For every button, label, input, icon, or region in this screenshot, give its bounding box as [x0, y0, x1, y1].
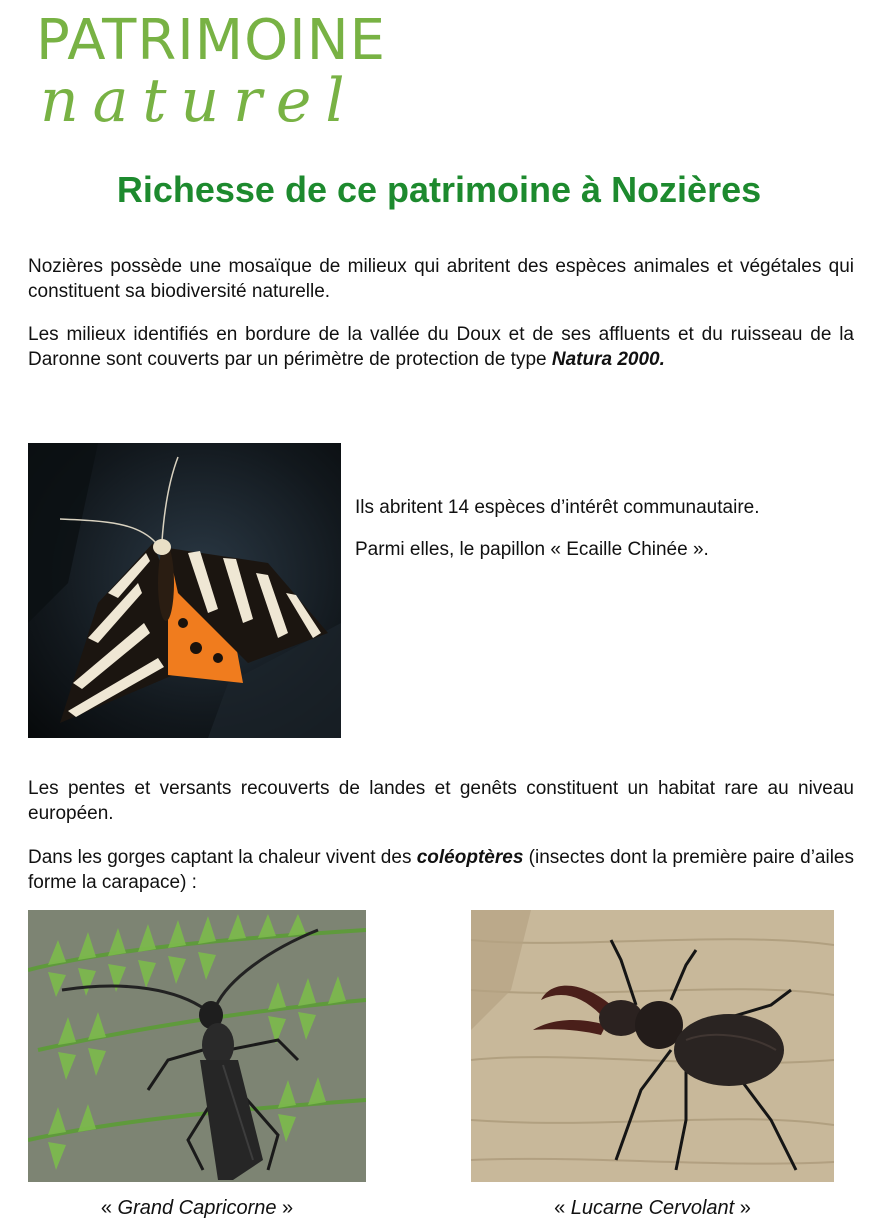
page-title: Richesse de ce patrimoine à Nozières — [116, 169, 762, 210]
coleoptera-term: coléoptères — [416, 847, 524, 868]
caption-open-quote: « — [100, 1197, 118, 1219]
coleoptera-text-before: Dans les gorges captant la chaleur vivent des — [28, 847, 417, 868]
lucane-cervolant-caption — [471, 1196, 834, 1220]
natura-2000-label: Natura 2000. — [551, 349, 665, 370]
grand-capricorne-name: Grand Capricorne — [117, 1197, 277, 1219]
intro-paragraph: Nozières possède une mosaïque de milieux qui abritent des espèces animales et végétales qui constituent sa biodiversité naturelle. — [28, 256, 854, 302]
natura-paragraph — [28, 322, 854, 372]
caption-close-quote: » — [734, 1197, 751, 1219]
butterfly-text: Parmi elles, le papillon « Ecaille Chinée ». — [355, 539, 709, 560]
habitat-paragraph: Les pentes et versants recouverts de landes et genêts constituent un habitat rare au niveau européen. — [28, 778, 854, 824]
butterfly-photo — [28, 443, 341, 738]
lucane-cervolant-photo — [471, 910, 834, 1182]
caption-close-quote: » — [276, 1197, 294, 1219]
lucane-cervolant-name: Lucarne Cervolant — [570, 1197, 735, 1219]
coleoptera-text-after: (insectes dont la première paire d’ailes forme la carapace) : — [28, 847, 854, 893]
grand-capricorne-caption — [28, 1196, 366, 1220]
natura-paragraph-text: Les milieux identifiés en bordure de la vallée du Doux et de ses affluents et du ruisseau de la Daronne sont couverts par un périmètre de protection de type — [28, 324, 854, 370]
logo-line-patrimoine: PATRIMOINE — [36, 8, 386, 73]
species-count-text: Ils abritent 14 espèces d’intérêt communautaire. — [355, 497, 760, 518]
coleoptera-paragraph — [28, 845, 854, 895]
caption-open-quote: « — [554, 1197, 571, 1219]
logo-line-naturel: naturel — [40, 66, 359, 136]
grand-capricorne-photo — [28, 910, 366, 1182]
